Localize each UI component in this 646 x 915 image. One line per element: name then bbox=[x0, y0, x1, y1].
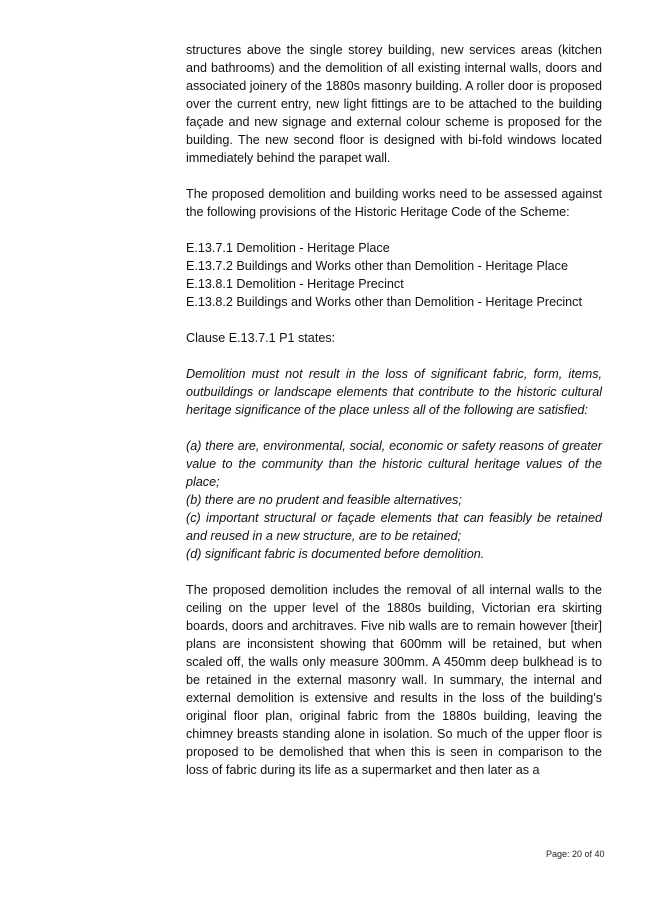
provision-item: E.13.7.1 Demolition - Heritage Place bbox=[186, 241, 390, 255]
clause-intro: Clause E.13.7.1 P1 states: bbox=[186, 331, 336, 345]
paragraph-assessment: The proposed demolition and building works need to be assessed against the following provisions of the Historic Heritage Code of the Scheme: bbox=[186, 187, 602, 219]
conditions-list bbox=[186, 437, 602, 563]
provision-item: E.13.7.2 Buildings and Works other than Demolition - Heritage Place bbox=[186, 259, 568, 273]
condition-d: (d) significant fabric is documented before demolition. bbox=[186, 547, 485, 561]
provision-item: E.13.8.1 Demolition - Heritage Precinct bbox=[186, 277, 404, 291]
paragraph-intro: structures above the single storey building, new services areas (kitchen and bathrooms) and the demolition of all existing internal walls, doors and associated joinery of the 1880s masonry building. A roller door is proposed over the current entry, new light fittings are to be attached to the building façade and new signage and external colour scheme is proposed for the building. The new second floor is designed with bi-fold windows located immediately behind the parapet wall. bbox=[186, 43, 602, 165]
provisions-list bbox=[186, 239, 602, 311]
condition-b: (b) there are no prudent and feasible alternatives; bbox=[186, 493, 462, 507]
page-body bbox=[186, 41, 602, 797]
page-number: Page: 20 of 40 bbox=[546, 849, 605, 859]
condition-c: (c) important structural or façade elements that can feasibly be retained and reused in a new structure, are to be retained; bbox=[186, 511, 602, 543]
condition-a: (a) there are, environmental, social, economic or safety reasons of greater value to the community than the historic cultural heritage values of the place; bbox=[186, 439, 602, 489]
paragraph-demolition: The proposed demolition includes the removal of all internal walls to the ceiling on the upper level of the 1880s building, Victorian era skirting boards, doors and architraves. Five nib walls are to remain however [their] plans are inconsistent showing that 600mm will be retained, but when scaled off, the walls only measure 300mm. A 450mm deep bulkhead is to be retained in the external masonry wall. In summary, the internal and external demolition is extensive and results in the loss of the building's original floor plan, original fabric from the 1880s building, leaving the chimney breasts standing alone in isolation. So much of the upper floor is proposed to be demolished that when this is seen in comparison to the loss of fabric during its life as a supermarket and then later as a bbox=[186, 583, 602, 777]
clause-quote: Demolition must not result in the loss of significant fabric, form, items, outbuildings or landscape elements that contribute to the historic cultural heritage significance of the place unless all of the following are satisfied: bbox=[186, 367, 602, 417]
provision-item: E.13.8.2 Buildings and Works other than Demolition - Heritage Precinct bbox=[186, 295, 582, 309]
